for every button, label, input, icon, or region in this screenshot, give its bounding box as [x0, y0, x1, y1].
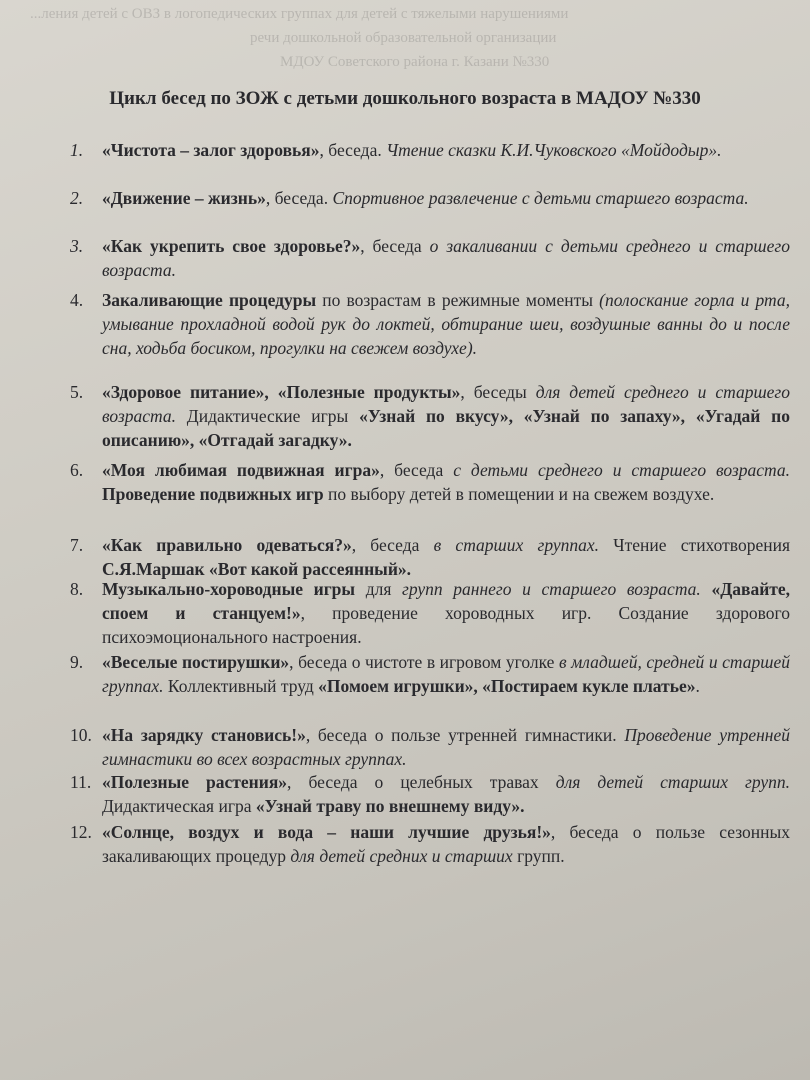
text-fragment: Проведение подвижных игр: [102, 484, 324, 504]
item-number: 6.: [70, 460, 84, 480]
text-fragment: , проведение хороводных игр. Создание здорового психоэмоционального настроения.: [102, 603, 790, 647]
text-fragment: .: [695, 676, 700, 696]
text-fragment: «Узнай траву по внешнему виду».: [255, 796, 525, 816]
item-number: 7.: [70, 535, 84, 555]
text-fragment: групп раннего и старшего возраста.: [402, 579, 701, 599]
list-item: [70, 533, 790, 581]
item-number: 2.: [70, 188, 84, 208]
text-fragment: (полоскание горла и рта, умывание прохладной водой рук до локтей, обтирание шеи, воздушные ванны до и после сна, ходьба босиком, прогулки на свежем воздухе).: [102, 290, 790, 358]
text-fragment: с детьми среднего и старшего возраста.: [453, 460, 791, 480]
text-fragment: в младшей, средней и старшей группах.: [102, 652, 790, 696]
bleed-line: речи дошкольной образовательной организации: [250, 30, 557, 46]
text-fragment: , беседа о пользе утренней гимнастики.: [305, 725, 625, 745]
list-item: [70, 288, 790, 360]
text-fragment: о закаливании с детьми среднего и старшего возраста.: [102, 236, 790, 280]
text-fragment: , беседа о чистоте в игровом уголке: [289, 652, 559, 672]
list-item: [70, 234, 790, 282]
item-text: [102, 533, 790, 581]
list-item: [70, 820, 790, 868]
text-fragment: , беседа.: [319, 140, 387, 160]
text-fragment: Музыкально-хороводные игры: [102, 579, 356, 599]
text-fragment: «Как укрепить свое здоровье?»: [102, 236, 361, 256]
text-fragment: «Полезные растения»: [102, 772, 288, 792]
item-text: [102, 820, 790, 868]
text-fragment: по возрастам в режимные моменты: [316, 290, 600, 310]
item-number: 1.: [70, 140, 84, 160]
list-item: [70, 458, 790, 506]
text-fragment: для детей среднего и старшего возраста.: [102, 382, 791, 426]
list-item: [70, 138, 790, 162]
text-fragment: , беседа: [360, 236, 430, 256]
item-text: [102, 650, 790, 698]
text-fragment: «Помоем игрушки», «Постираем кукле платье»: [318, 676, 696, 696]
list-item: [70, 723, 790, 771]
text-fragment: для: [355, 579, 403, 599]
item-text: [102, 723, 790, 771]
item-number: 9.: [70, 652, 84, 672]
item-number: 11.: [70, 772, 92, 792]
list-item: [70, 186, 790, 210]
text-fragment: , беседы: [460, 382, 536, 402]
text-fragment: «Как правильно одеваться?»: [102, 535, 352, 555]
text-fragment: С.Я.Маршак «Вот какой рассеянный».: [102, 559, 412, 579]
text-fragment: , беседа о целебных травах: [287, 772, 556, 792]
item-number: 10.: [70, 725, 92, 745]
text-fragment: Спортивное развлечение с детьми старшего возраста.: [332, 188, 749, 208]
text-fragment: Чтение сказки К.И.Чуковского «Мойдодыр».: [386, 140, 722, 160]
item-text: [102, 770, 790, 818]
item-text: [102, 288, 790, 360]
text-fragment: Проведение утренней гимнастики во всех возрастных группах.: [102, 725, 790, 769]
text-fragment: групп.: [512, 846, 565, 866]
text-fragment: «Веселые постирушки»: [102, 652, 290, 672]
text-fragment: Дидактическая игра: [102, 796, 256, 816]
item-text: [102, 138, 790, 162]
list-item: [70, 650, 790, 698]
text-fragment: , беседа: [379, 460, 454, 480]
text-fragment: по выбору детей в помещении и на свежем воздухе.: [323, 484, 715, 504]
text-fragment: «Узнай по вкусу», «Узнай по запаху», «Угадай по описанию», «Отгадай загадку».: [102, 406, 791, 450]
item-text: [102, 234, 790, 282]
item-text: [102, 380, 790, 452]
item-number: 5.: [70, 382, 84, 402]
text-fragment: «Давайте, споем и станцуем!»: [102, 579, 791, 623]
item-number: 4.: [70, 290, 84, 310]
text-fragment: для детей средних и старших: [290, 846, 513, 866]
item-text: [102, 458, 790, 506]
text-fragment: «На зарядку становись!»: [102, 725, 306, 745]
list-item: [70, 577, 790, 649]
document-title: Цикл бесед по ЗОЖ с детьми дошкольного возраста в МАДОУ №330: [109, 88, 701, 109]
bleed-line: МДОУ Советского района г. Казани №330: [280, 54, 550, 70]
list-item: [70, 380, 790, 452]
list-item: [70, 770, 790, 818]
text-fragment: в старших группах.: [433, 535, 600, 555]
text-fragment: «Движение – жизнь»: [102, 188, 266, 208]
text-fragment: , беседа о пользе сезонных закаливающих процедур: [102, 822, 790, 866]
item-text: [102, 577, 790, 649]
text-fragment: , беседа.: [265, 188, 333, 208]
text-fragment: Дидактические игры: [175, 406, 360, 426]
item-number: 12.: [70, 822, 92, 842]
text-fragment: для детей старших групп.: [555, 772, 791, 792]
item-text: [102, 186, 790, 210]
item-number: 8.: [70, 579, 84, 599]
text-fragment: «Чистота – залог здоровья»: [102, 140, 320, 160]
text-fragment: Чтение стихотворения: [599, 535, 790, 555]
text-fragment: «Солнце, воздух и вода – наши лучшие друзья!»: [102, 822, 551, 842]
text-fragment: , беседа: [351, 535, 434, 555]
text-fragment: [701, 579, 712, 599]
text-fragment: «Моя любимая подвижная игра»: [102, 460, 380, 480]
text-fragment: «Здоровое питание», «Полезные продукты»: [102, 382, 461, 402]
bleed-line: ...ления детей с ОВЗ в логопедических группах для детей с тяжелыми нарушениями: [30, 6, 569, 22]
text-fragment: Коллективный труд: [163, 676, 319, 696]
item-number: 3.: [70, 236, 84, 256]
text-fragment: Закаливающие процедуры: [102, 290, 317, 310]
